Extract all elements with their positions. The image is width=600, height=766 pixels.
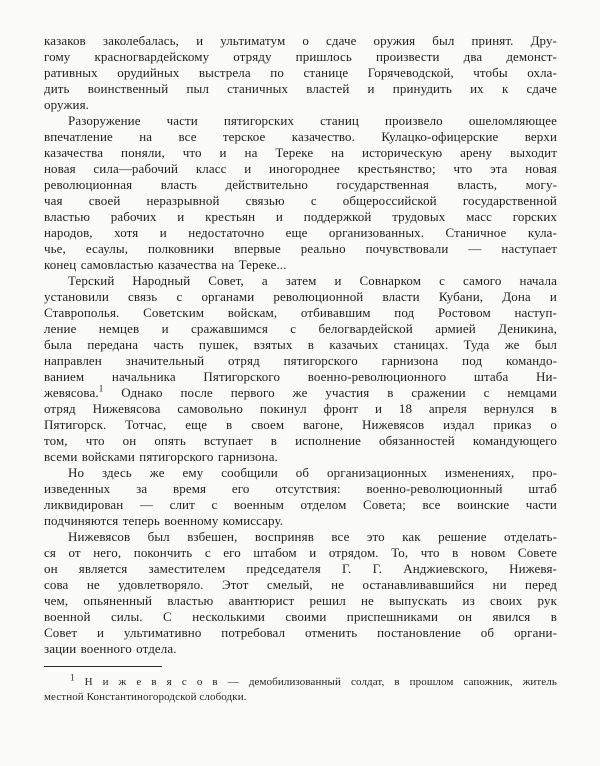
text-line: Пятигорск. Тотчас, еще в своем вагоне, Нижевясов издал приказ о: [44, 417, 557, 432]
paragraph: [44, 33, 557, 113]
text-line: дить воинственный пыл станичных властей и принудить их к сдаче: [44, 81, 557, 96]
footnote: [44, 672, 557, 705]
text-line: Но здесь же ему сообщили об организационных изменениях, про-: [68, 465, 557, 480]
text-line: он является заместителем председателя Г. Г. Анджиевского, Нижевя-: [44, 561, 557, 576]
text-line: ликвидирован — слит с военным отделом Совета; все воинские части: [44, 497, 557, 512]
text-line: чая своей неразрывной связью с общероссийской государственной: [44, 193, 557, 208]
text-line: казачества поняли, что и на Тереке на историческую арену выходит: [44, 145, 557, 160]
text-line: Разоружение части пятигорских станиц произвело ошеломляющее: [68, 113, 557, 128]
text-line: гому красногвардейскому отряду пришлось произвести два демонст-: [44, 49, 557, 64]
footnote-separator: [44, 666, 162, 667]
text-line: ванием начальника Пятигорского военно-революционного штаба Ни-: [44, 369, 557, 384]
text-line: ративных орудийных выстрела по станице Горячеводской, чтобы охла-: [44, 65, 557, 80]
text-line: направлен значительный отряд пятигорского гарнизона под командо-: [44, 353, 557, 368]
text-line: была передана часть пушек, взятых в казачьих станицах. Туда же был: [44, 337, 557, 352]
text-line: всеми войсками пятигорского гарнизона.: [44, 449, 278, 464]
paragraph: [44, 273, 557, 465]
paragraph: [44, 113, 557, 273]
text-line: ление немцев и сражавшимся с белогвардейской армией Деникина,: [44, 321, 557, 336]
text-line: зации военного отдела.: [44, 641, 177, 656]
text-line: Совет и ультимативно потребовал отменить постановление об органи-: [44, 625, 557, 640]
text-line: изведенных за время его отсутствия: военно-революционный штаб: [44, 481, 557, 496]
text-line: сова не удовлетворяло. Этот смелый, не останавливавшийся ни перед: [44, 577, 557, 592]
text-line: властью рабочих и крестьян и поддержкой трудовых масс горских: [44, 209, 557, 224]
footnote-line: $^1$ Н и ж е в я с о в — демобилизованный солдат, в прошлом сапожник, житель: [70, 672, 557, 688]
text-line: впечатление на все терское казачество. Кулацко-офицерские верхи: [44, 129, 557, 144]
text-line: Нижевясов был взбешен, восприняв все это как решение отделать-: [68, 529, 557, 544]
footnote-line: местной Константиногородской слободки.: [44, 691, 247, 703]
text-line: подчиняются теперь военному комиссару.: [44, 513, 284, 528]
text-line: революционная власть действительно государственная власть, могу-: [44, 177, 557, 192]
text-line: Терский Народный Совет, а затем и Совнарком с самого начала: [68, 273, 557, 288]
text-line: жевясова.$^1$ Однако после первого же участия в сражении с немцами: [44, 383, 557, 400]
footnote-marker: 1: [98, 383, 104, 394]
text-line: военной силы. С несколькими своими приспешниками он явился в: [44, 609, 557, 624]
text-line: ся от него, покончить с его штабом и отрядом. То, что в новом Совете: [44, 545, 557, 560]
paragraph: [44, 465, 557, 529]
footnote-number: 1: [70, 672, 75, 683]
paragraph: [44, 529, 557, 657]
text-line: оружия.: [44, 97, 90, 112]
body-text: [44, 33, 557, 657]
text-line: новая сила—рабочий класс и иногороднее крестьянство; что эта новая: [44, 161, 557, 176]
text-line: конец самовластью казачества на Тереке...: [44, 257, 287, 272]
text-line: Ставрополья. Советским войскам, отбивавшим под Ростовом наступ-: [44, 305, 557, 320]
text-line: народов, хотя и недостаточно еще организованных. Станичное кула-: [44, 225, 557, 240]
text-line: отряд Нижевясова самовольно покинул фронт и 18 апреля вернулся в: [44, 401, 557, 416]
text-line: том, что он опять вступает в исполнение обязанностей командующего: [44, 433, 557, 448]
text-line: установили связь с органами революционной власти Кубани, Дона и: [44, 289, 557, 304]
text-line: чем, опьяненный властью авантюрист решил не выпускать из своих рук: [44, 593, 557, 608]
text-line: чье, есаулы, полковники впервые реально почувствовали — наступает: [44, 241, 557, 256]
text-line: казаков заколебалась, и ультиматум о сдаче оружия был принят. Дру-: [44, 33, 557, 48]
